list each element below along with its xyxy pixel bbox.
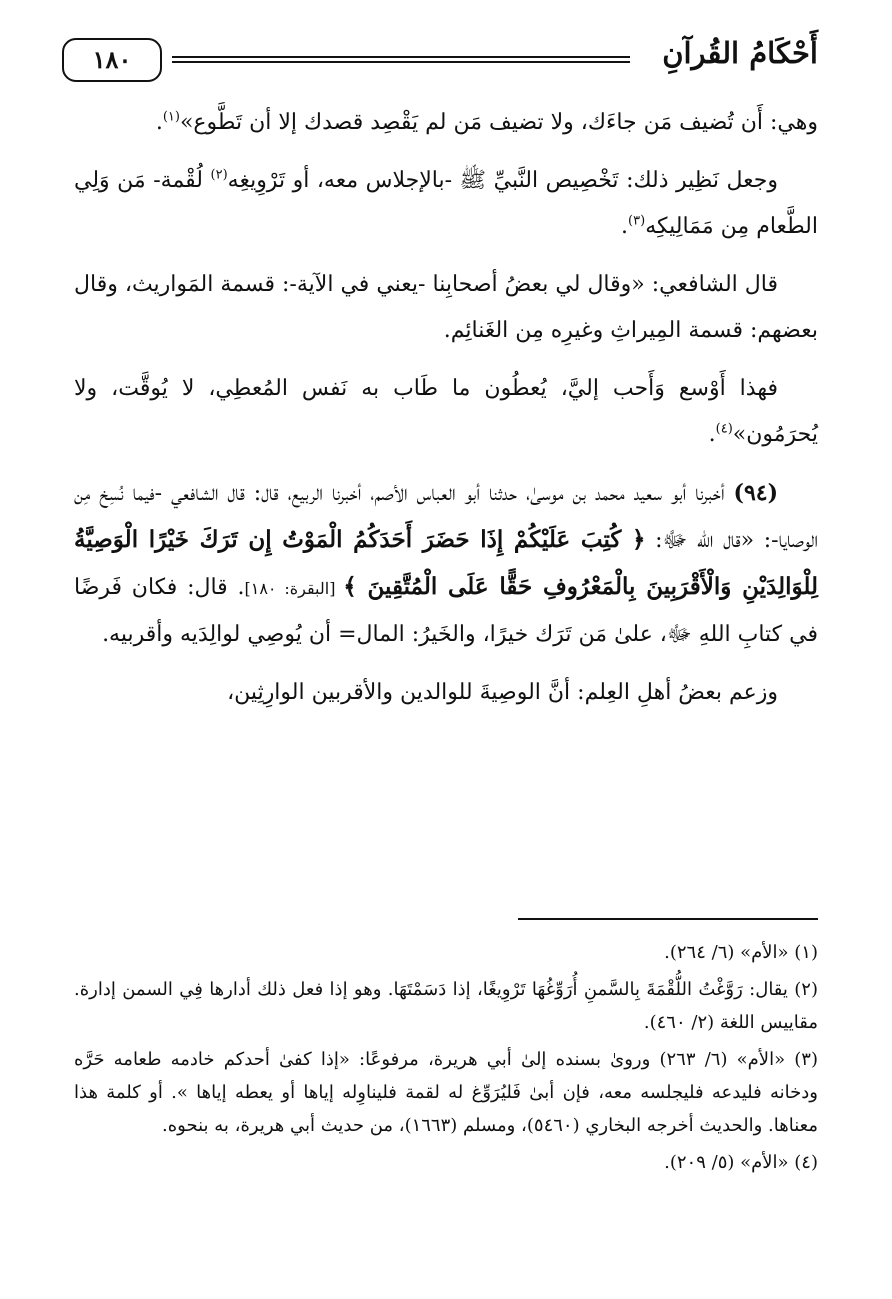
paragraph-3 bbox=[74, 262, 818, 354]
hadith-number: (٩٤) bbox=[733, 480, 778, 506]
footnote-ref-4: (٤) bbox=[715, 421, 733, 437]
paragraph-4-end: . bbox=[708, 422, 716, 447]
footnote-ref-2: (٢) bbox=[210, 167, 228, 183]
paragraph-4-text: فهذا أَوْسع وَأَحب إليَّ، يُعطُون ما طَاب به نَفس المُعطِي، لا يُوقَّت، ولا يُحرَمُون» bbox=[74, 376, 818, 447]
header-rule bbox=[172, 56, 630, 63]
paragraph-5-text: أخبرنا أبو سعيد محمد بن موسىٰ، حدثنا أبو العباس الأصم، أخبرنا الربيع، قال: قال الشافعي -فيما نُسِخ مِن الوصايا-: «قال الله ﷻ: bbox=[74, 481, 818, 553]
paragraph-5-text-continued: . قال: فكان فَرضًا في كتابِ اللهِ ﷻ، علىٰ مَن تَرَك خيرًا، والخَيرُ: المال= أن يُوصِي لوالِدَيه وأقربيه. bbox=[74, 575, 818, 647]
verse-reference: [البقرة: ١٨٠] bbox=[244, 579, 344, 598]
paragraph-4 bbox=[74, 366, 818, 458]
paragraph-1 bbox=[74, 100, 818, 146]
footnote-2: (٢) يقال: رَوَّغْتُ اللُّقْمَةَ بِالسَّمنِ أُرَوِّغُهَا تَرْوِيغًا، إذا دَسَمْتَهَا. وهو إذا فعل ذلك أدارها فِي السمن إدارة. مقاييس اللغة (٢/ ٤٦٠). bbox=[74, 979, 818, 1033]
footnote-3: (٣) «الأم» (٦/ ٢٦٣) وروىٰ بسنده إلىٰ أبي هريرة، مرفوعًا: «إذا كفىٰ أحدكم خادمه طعامه حَرَّه ودخانه فليدعه فليجلسه معه، فإن أبىٰ فَليُرَوِّغ له لقمة فليناوِله إياها أو يعطه إياها ». أو كلمة هذا معناها. والحديث أخرجه البخاري (٥٤٦٠)، ومسلم (١٦٦٣)، من حديث أبي هريرة، به بنحوه. bbox=[74, 1049, 818, 1136]
main-text bbox=[74, 100, 818, 728]
page-number: ١٨٠ bbox=[62, 38, 162, 82]
paragraph-1-end: . bbox=[155, 110, 163, 135]
paragraph-6-text: وزعم بعضُ أهلِ العِلم: أنَّ الوصِيةَ للوالدين والأقربين الوارِثِين، bbox=[227, 680, 778, 705]
footnotes bbox=[74, 936, 818, 1183]
paragraph-2-end: . bbox=[621, 214, 629, 239]
footnote-ref-1: (١) bbox=[162, 109, 180, 125]
footnote-4: (٤) «الأم» (٥/ ٢٠٩). bbox=[664, 1152, 818, 1173]
page-header bbox=[62, 34, 818, 86]
quran-verse: ﴿ كُتِبَ عَلَيْكُمْ إِذَا حَضَرَ أَحَدَكُمُ الْمَوْتُ إِن تَرَكَ خَيْرًا الْوَصِيَّةُ لِلْوَالِدَيْنِ وَالْأَقْرَبِينَ بِالْمَعْرُوفِ حَقًّا عَلَى الْمُتَّقِينَ ﴾ bbox=[74, 526, 818, 600]
paragraph-2-text-continued: لُقْمة- مَن وَلِي الطَّعام مِن مَمَالِيكِه bbox=[74, 168, 818, 239]
book-title: أَحْكَامُ القُرآنِ bbox=[662, 36, 818, 70]
paragraph-6 bbox=[74, 670, 818, 716]
paragraph-2 bbox=[74, 158, 818, 250]
paragraph-1-text: وهي: أَن تُضيف مَن جاءَك، ولا تضيف مَن لم يَقْصِد قصدك إلا أن تَطَّوع» bbox=[179, 110, 818, 135]
paragraph-5 bbox=[74, 470, 818, 658]
paragraph-2-text: وجعل نَظِير ذلك: تَخْصِيص النَّبيِّ ﷺ -بالإجلاس معه، أو تَرْوِيغِه bbox=[227, 168, 778, 193]
footnote-ref-3: (٣) bbox=[628, 213, 646, 229]
footnote-separator bbox=[518, 918, 818, 920]
paragraph-3-text: قال الشافعي: «وقال لي بعضُ أصحابِنا -يعني في الآية-: قسمة المَواريث، وقال بعضهم: قسمة المِيراثِ وغيرِه مِن الغَنائِم. bbox=[74, 272, 818, 343]
footnote-1: (١) «الأم» (٦/ ٢٦٤). bbox=[664, 942, 818, 963]
